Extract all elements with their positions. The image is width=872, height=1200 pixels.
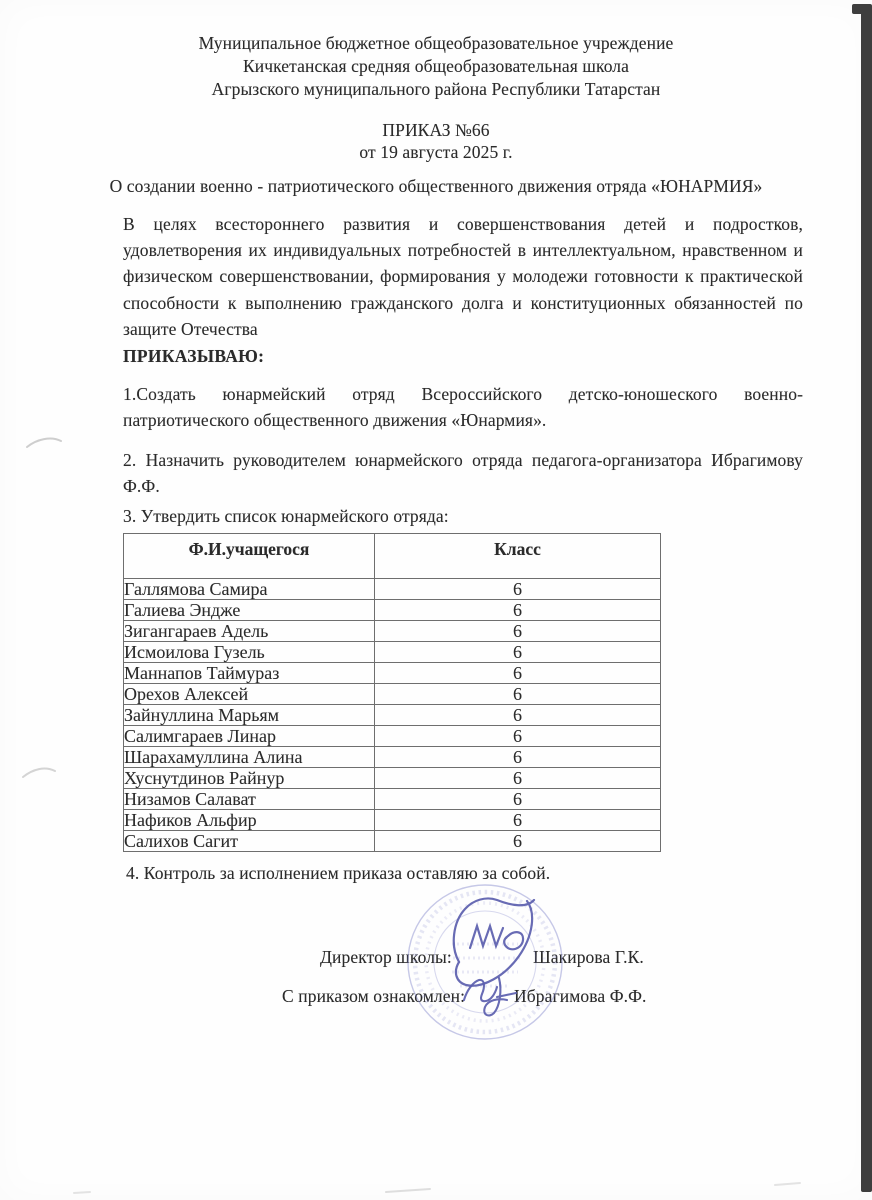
student-class-cell: 6 — [375, 705, 661, 726]
table-row — [124, 789, 661, 810]
student-name-cell: Нафиков Альфир — [124, 810, 375, 831]
order-title-block — [96, 119, 776, 163]
student-name-cell: Низамов Салават — [124, 789, 375, 810]
order-item-1: 1.Создать юнармейский отряд Всероссийского детско-юношеского военно-патриотического общественного движения «Юнармия». — [123, 384, 803, 431]
student-class-cell: 6 — [375, 579, 661, 600]
student-class-cell: 6 — [375, 768, 661, 789]
decree-heading: ПРИКАЗЫВАЮ: — [123, 346, 265, 366]
table-row — [124, 768, 661, 789]
student-class-cell: 6 — [375, 831, 661, 852]
order-item-4: 4. Контроль за исполнением приказа оставляю за собой. — [126, 863, 551, 883]
acknowledged-label: С приказом ознакомлен: — [282, 986, 466, 1006]
table-row — [124, 663, 661, 684]
table-row — [124, 831, 661, 852]
student-name-cell: Галлямова Самира — [124, 579, 375, 600]
student-name-cell: Шарахамуллина Алина — [124, 747, 375, 768]
acknowledged-signature — [464, 978, 516, 1015]
student-class-cell: 6 — [375, 810, 661, 831]
student-name-cell: Исмоилова Гузель — [124, 642, 375, 663]
student-name-cell: Хуснутдинов Райнур — [124, 768, 375, 789]
org-line-3: Агрызского муниципального района Республики Татарстан — [211, 79, 661, 99]
student-class-cell: 6 — [375, 726, 661, 747]
students-table-body — [124, 579, 661, 852]
student-name-cell: Маннапов Таймураз — [124, 663, 375, 684]
director-signature — [454, 898, 534, 985]
student-class-cell: 6 — [375, 747, 661, 768]
table-row — [124, 621, 661, 642]
table-row — [124, 684, 661, 705]
order-subject: О создании военно - патриотического общественного движения отряда «ЮНАРМИЯ» — [109, 176, 763, 196]
student-name-cell: Галиева Эндже — [124, 600, 375, 621]
table-header-row — [124, 534, 661, 579]
table-header-name: Ф.И.учащегося — [124, 534, 375, 579]
table-row — [124, 705, 661, 726]
student-name-cell: Зигангараев Адель — [124, 621, 375, 642]
org-line-2: Кичкетанская средняя общеобразовательная школа — [242, 56, 630, 76]
student-name-cell: Зайнуллина Марьям — [124, 705, 375, 726]
order-item-2: 2. Назначить руководителем юнармейского отряда педагога-организатора Ибрагимову Ф.Ф. — [123, 450, 803, 497]
table-row — [124, 600, 661, 621]
student-name-cell: Салихов Сагит — [124, 831, 375, 852]
pencil-marks — [23, 439, 61, 777]
organization-header — [96, 32, 776, 101]
students-table-header — [124, 534, 661, 579]
bottom-smudges — [74, 1183, 800, 1193]
table-row — [124, 579, 661, 600]
order-item-3: 3. Утвердить список юнармейского отряда: — [123, 506, 449, 526]
student-name-cell: Салимгараев Линар — [124, 726, 375, 747]
table-row — [124, 747, 661, 768]
table-row — [124, 810, 661, 831]
student-class-cell: 6 — [375, 621, 661, 642]
director-name: Шакирова Г.К. — [533, 947, 644, 967]
student-class-cell: 6 — [375, 600, 661, 621]
table-row — [124, 642, 661, 663]
preamble-paragraph: В целях всестороннего развития и совершенствования детей и подростков, удовлетворения их индивидуальных потребностей в интеллектуальном, нравственном и физическом совершенствовании, формирования у молодежи готовности к практической способности к выполнению гражданского долга и конституционных обязанностей по защите Отечества — [123, 214, 803, 339]
table-row — [124, 726, 661, 747]
director-label: Директор школы: — [320, 947, 452, 967]
order-date: от 19 августа 2025 г. — [359, 142, 513, 162]
student-class-cell: 6 — [375, 789, 661, 810]
acknowledged-name: Ибрагимова Ф.Ф. — [514, 986, 647, 1006]
student-class-cell: 6 — [375, 684, 661, 705]
student-class-cell: 6 — [375, 642, 661, 663]
student-class-cell: 6 — [375, 663, 661, 684]
table-header-class: Класс — [375, 534, 661, 579]
student-name-cell: Орехов Алексей — [124, 684, 375, 705]
org-line-1: Муниципальное бюджетное общеобразовательное учреждение — [198, 33, 674, 53]
order-number: ПРИКАЗ №66 — [382, 120, 490, 140]
students-table — [123, 533, 661, 852]
